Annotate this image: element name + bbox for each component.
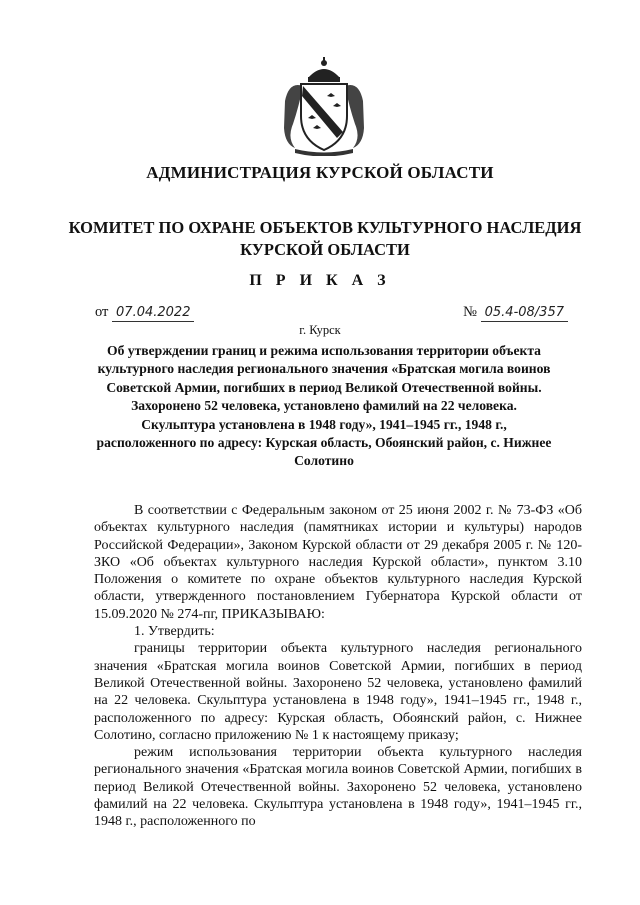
order-title: Об утверждении границ и режима использования территории объекта культурного наследия регионального значения «Братская могила воинов Советской Армии, погибших в период Великой Отечественной войны. Захоронено 52 человека, установлено фамилий на 22 человека. Скульптура установлена в 1948 году», 1941–1945 гг., 1948 г., расположенного по адресу: Курская область, Обоянский район, с. Нижнее Солотино: [96, 343, 552, 469]
order-number: [463, 304, 568, 322]
body-paragraph-borders: границы территории объекта культурного наследия регионального значения «Братская могила воинов Советской Армии, погибших в период Великой Отечественной войны. Захоронено 52 человека, установлено фамилий на 22 человека. Скульптура установлена в 1948 году», 1941–1945 гг., 1948 г., расположенного по адресу: Курская область, Обоянский район, с. Нижнее Солотино, согласно приложению № 1 к настоящему приказу;: [94, 641, 582, 743]
order-date: [95, 304, 194, 322]
body-paragraph-preamble: В соответствии с Федеральным законом от 25 июня 2002 г. № 73-ФЗ «Об объектах культурного наследия (памятниках истории и культуры) народов Российской Федерации», Законом Курской области от 29 декабря 2005 г. № 120-ЗКО «Об объектах культурного наследия Курской области», пунктом 3.10 Положения о комитете по охране объектов культурного наследия Курской области, утвержденного постановлением Губернатора Курской области от 15.09.2020 № 274-пг, ПРИКАЗЫВАЮ:: [94, 503, 582, 622]
body-paragraph-regime: режим использования территории объекта культурного наследия регионального значения «Братская могила воинов Советской Армии, погибших в период Великой Отечественной войны. Захоронено 52 человека, установлено фамилий на 22 человека. Скульптура установлена в 1948 году», 1941–1945 гг., 1948 г., расположенного по: [94, 745, 582, 830]
committee-heading: КОМИТЕТ ПО ОХРАНЕ ОБЪЕКТОВ КУЛЬТУРНОГО НАСЛЕДИЯ КУРСКОЙ ОБЛАСТИ: [68, 218, 582, 259]
date-prefix: от: [95, 304, 109, 320]
order-body: [94, 502, 582, 831]
order-heading: П Р И К А З: [249, 272, 391, 289]
city-label: г. Курск: [299, 323, 341, 337]
number-value: 05.4-08/357: [481, 305, 568, 322]
administration-heading: АДМИНИСТРАЦИЯ КУРСКОЙ ОБЛАСТИ: [146, 163, 494, 182]
number-prefix: №: [463, 304, 477, 320]
body-paragraph-item-1: 1. Утвердить:: [134, 624, 215, 640]
coat-of-arms-emblem: [281, 56, 367, 156]
date-value: 07.04.2022: [112, 305, 194, 322]
